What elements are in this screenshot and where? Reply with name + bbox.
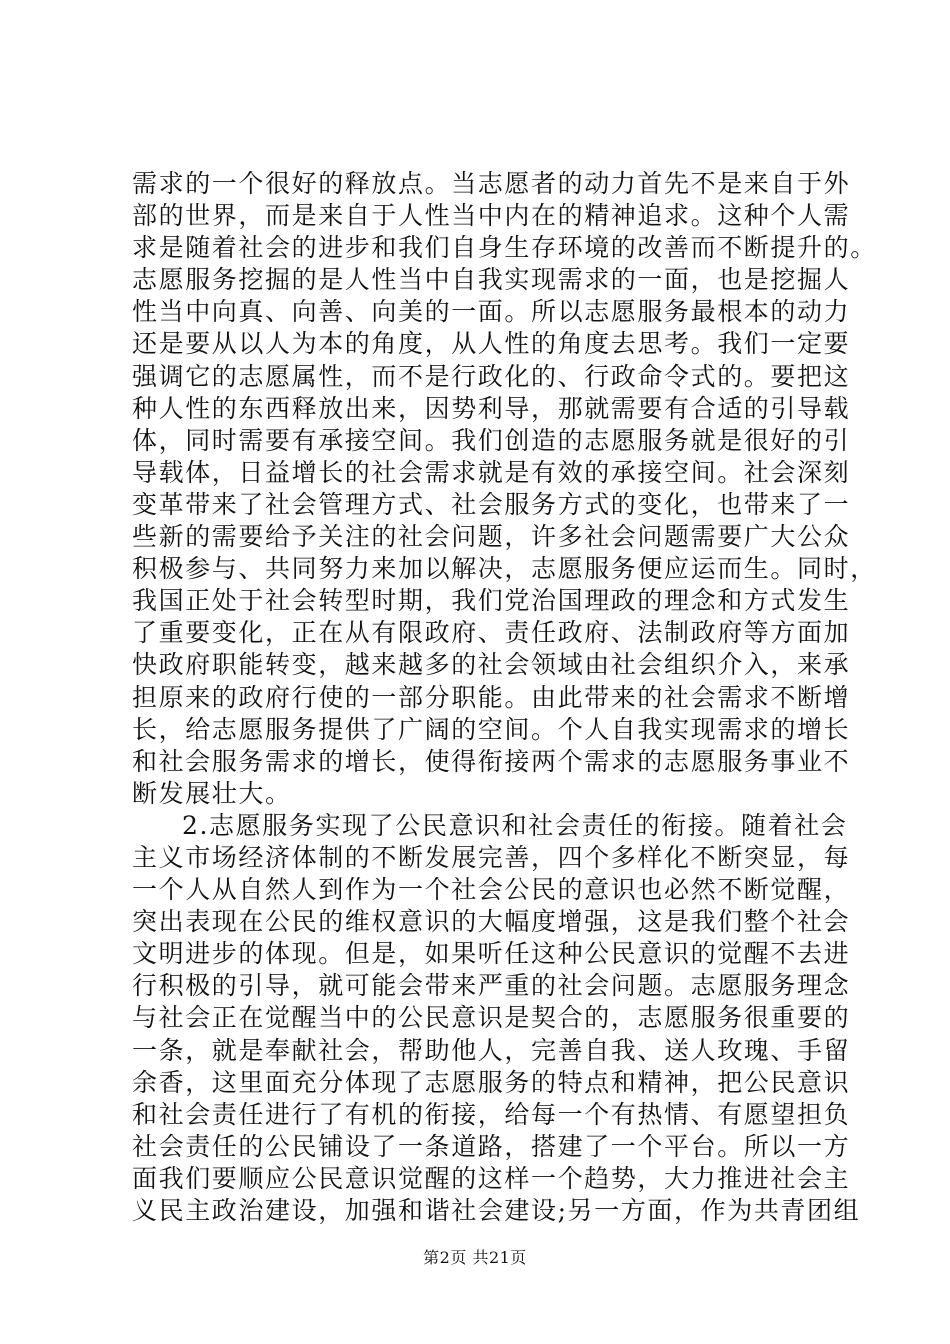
text-line: 和社会责任进行了有机的衔接，给每一个有热情、有愿望担负 (132, 1099, 851, 1129)
text-line: 了重要变化，正在从有限政府、责任政府、法制政府等方面加 (132, 618, 851, 648)
text-line: 我国正处于社会转型时期，我们党治国理政的理念和方式发生 (132, 586, 851, 616)
text-line: 行积极的引导，就可能会带来严重的社会问题。志愿服务理念 (132, 971, 851, 1001)
text-line: 主义市场经济体制的不断发展完善，四个多样化不断突显，每 (132, 842, 851, 872)
text-line: 积极参与、共同努力来加以解决，志愿服务便应运而生。同时， (132, 554, 877, 584)
text-line: 部的世界，而是来自于人性当中内在的精神追求。这种个人需 (132, 201, 851, 231)
text-line: 需求的一个很好的释放点。当志愿者的动力首先不是来自于外 (132, 169, 851, 198)
text-line: 突出表现在公民的维权意识的大幅度增强，这是我们整个社会 (132, 907, 851, 937)
text-line: 长，给志愿服务提供了广阔的空间。个人自我实现需求的增长 (132, 714, 851, 744)
text-line: 体，同时需要有承接空间。我们创造的志愿服务就是很好的引 (132, 425, 851, 455)
text-line: 求是随着社会的进步和我们自身生存环境的改善而不断提升的。 (132, 233, 877, 263)
text-line: 面我们要顺应公民意识觉醒的这样一个趋势，大力推进社会主 (132, 1163, 851, 1193)
text-line: 还是要从以人为本的角度，从人性的角度去思考。我们一定要 (132, 329, 851, 359)
text-line: 担原来的政府行使的一部分职能。由此带来的社会需求不断增 (132, 682, 851, 712)
page-footer: 第2页 共21页 (423, 1248, 527, 1267)
text-line: 强调它的志愿属性，而不是行政化的、行政命令式的。要把这 (132, 361, 851, 391)
text-line: 义民主政治建设，加强和谐社会建设;另一方面，作为共青团组 (132, 1196, 861, 1225)
text-line: 变革带来了社会管理方式、社会服务方式的变化，也带来了一 (132, 489, 851, 519)
text-line: 志愿服务挖掘的是人性当中自我实现需求的一面，也是挖掘人 (132, 265, 851, 295)
text-line: 一条，就是奉献社会，帮助他人，完善自我、送人玫瑰、手留 (132, 1035, 851, 1065)
text-line: 快政府职能转变，越来越多的社会领域由社会组织介入，来承 (132, 650, 851, 680)
text-line: 与社会正在觉醒当中的公民意识是契合的，志愿服务很重要的 (132, 1003, 851, 1033)
text-line: 2.志愿服务实现了公民意识和社会责任的衔接。随着社会 (182, 810, 848, 840)
text-line: 余香，这里面充分体现了志愿服务的特点和精神，把公民意识 (132, 1067, 851, 1097)
text-line: 和社会服务需求的增长，使得衔接两个需求的志愿服务事业不 (132, 746, 851, 776)
text-line: 性当中向真、向善、向美的一面。所以志愿服务最根本的动力 (132, 297, 851, 327)
body-text (132, 168, 877, 1227)
text-line: 种人性的东西释放出来，因势利导，那就需要有合适的引导载 (132, 393, 851, 423)
text-line: 导载体，日益增长的社会需求就是有效的承接空间。社会深刻 (132, 457, 851, 487)
text-line: 社会责任的公民铺设了一条道路，搭建了一个平台。所以一方 (132, 1131, 851, 1161)
text-line: 些新的需要给予关注的社会问题，许多社会问题需要广大公众 (132, 522, 851, 552)
text-line: 断发展壮大。 (132, 778, 292, 808)
text-line: 文明进步的体现。但是，如果听任这种公民意识的觉醒不去进 (132, 939, 851, 969)
text-line: 一个人从自然人到作为一个社会公民的意识也必然不断觉醒， (132, 875, 851, 905)
